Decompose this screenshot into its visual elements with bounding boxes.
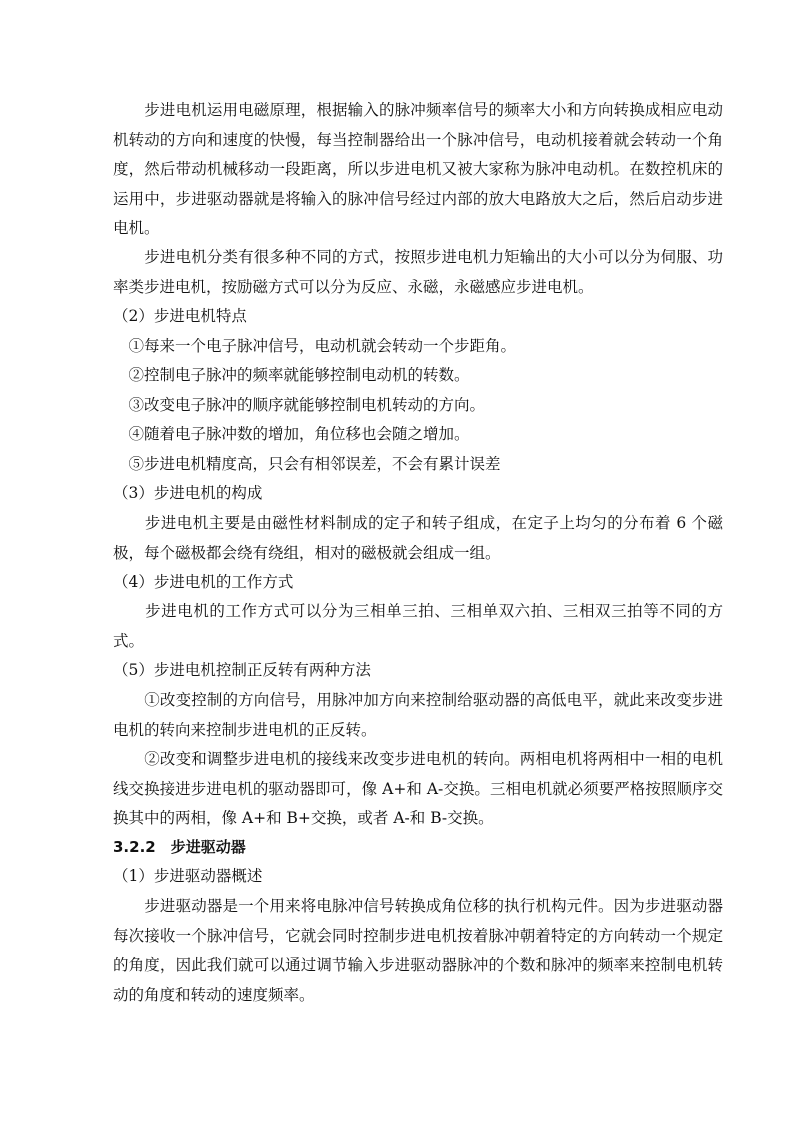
section-heading: 3.2.2 步进驱动器	[113, 838, 246, 856]
structure-heading: （3）步进电机的构成	[113, 484, 263, 502]
reverse-method-2: ②改变和调整步进电机的接线来改变步进电机的转向。两相电机将两相中一相的电机线交换接进步进电机的驱动器即可，像 A+和 A-交换。三相电机就必须要严格按照顺序交换其中的两相，像 A+和 B+交换，或者 A-和 B-交换。	[113, 750, 723, 827]
feature-item-2: ②控制电子脉冲的频率就能够控制电动机的转数。	[113, 366, 470, 384]
features-heading: （2）步进电机特点	[113, 307, 247, 325]
classification-paragraph: 步进电机分类有很多种不同的方式，按照步进电机力矩输出的大小可以分为伺服、功率类步进电机，按励磁方式可以分为反应、永磁，永磁感应步进电机。	[113, 248, 723, 296]
feature-item-3: ③改变电子脉冲的顺序就能够控制电机转动的方向。	[113, 396, 486, 414]
feature-item-5: ⑤步进电机精度高，只会有相邻误差，不会有累计误差	[113, 455, 501, 473]
feature-item-1: ①每来一个电子脉冲信号，电动机就会转动一个步距角。	[113, 337, 517, 355]
overview-heading: （1）步进驱动器概述	[113, 867, 263, 885]
working-mode-heading: （4）步进电机的工作方式	[113, 573, 294, 591]
working-mode-paragraph: 步进电机的工作方式可以分为三相单三拍、三相单双六拍、三相双三拍等不同的方式。	[113, 602, 723, 650]
structure-paragraph: 步进电机主要是由磁性材料制成的定子和转子组成，在定子上均匀的分布着 6 个磁极，每个磁极都会绕有绕组，相对的磁极就会组成一组。	[113, 514, 723, 562]
reverse-control-heading: （5）步进电机控制正反转有两种方法	[113, 661, 371, 679]
intro-paragraph: 步进电机运用电磁原理，根据输入的脉冲频率信号的频率大小和方向转换成相应电动机转动的方向和速度的快慢，每当控制器给出一个脉冲信号，电动机接着就会转动一个角度，然后带动机械移动一段距离，所以步进电机又被大家称为脉冲电动机。在数控机床的运用中，步进驱动器就是将输入的脉冲信号经过内部的放大电路放大之后，然后启动步进电机。	[113, 101, 723, 237]
overview-paragraph: 步进驱动器是一个用来将电脉冲信号转换成角位移的执行机构元件。因为步进驱动器每次接收一个脉冲信号，它就会同时控制步进电机按着脉冲朝着特定的方向转动一个规定的角度，因此我们就可以通过调节输入步进驱动器脉冲的个数和脉冲的频率来控制电机转动的角度和转动的速度频率。	[113, 897, 723, 1004]
feature-item-4: ④随着电子脉冲数的增加，角位移也会随之增加。	[113, 425, 470, 443]
reverse-method-1: ①改变控制的方向信号，用脉冲加方向来控制给驱动器的高低电平，就此来改变步进电机的转向来控制步进电机的正反转。	[113, 691, 723, 739]
